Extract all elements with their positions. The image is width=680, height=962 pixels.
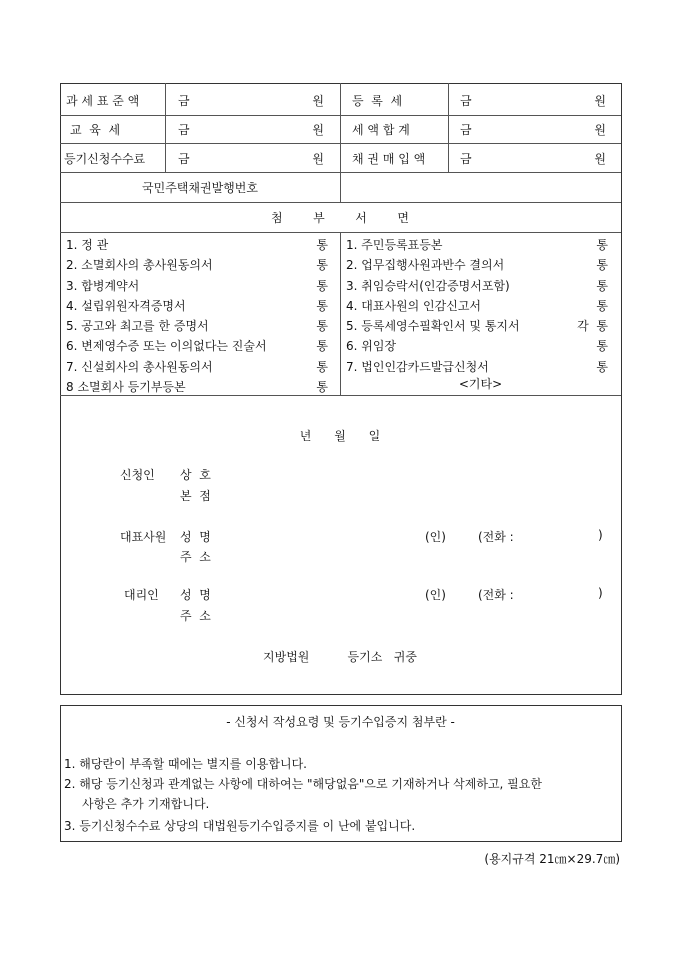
attachment-name: 7. 법인인감카드발급신청서 [346, 359, 489, 374]
divider [60, 202, 621, 203]
attachment-count[interactable]: 통 [316, 380, 328, 395]
bond-number-label: 국민주택채권발행번호 [142, 181, 258, 195]
phone-label: (전화 : [478, 588, 514, 602]
fee-field[interactable] [178, 150, 324, 167]
attachment-name: 8 소멸회사 등기부등본 [66, 380, 186, 395]
seal-mark: (인) [425, 530, 446, 544]
date-line[interactable]: 년 월 일 [299, 429, 381, 443]
attachment-count[interactable]: 통 [596, 359, 608, 374]
attachment-count[interactable]: 통 [596, 298, 608, 313]
fee-field[interactable] [460, 121, 606, 138]
fee-field[interactable] [178, 92, 324, 109]
fee-field[interactable] [460, 150, 606, 167]
note-item: 사항은 추가 기재합니다. [82, 797, 210, 811]
attachment-item [346, 255, 608, 275]
attachments-right-list [346, 235, 608, 377]
attachments-title: 첨 부 서 면 [271, 211, 409, 225]
attachment-name: 5. 등록세영수필확인서 및 통지서 [346, 319, 520, 334]
attachment-name: 5. 공고와 최고를 한 증명서 [66, 319, 209, 334]
attachment-count[interactable]: 통 [316, 238, 328, 252]
attachments-left-list [66, 235, 328, 397]
attachment-name: 7. 신설회사의 총사원동의서 [66, 359, 213, 374]
divider [340, 232, 341, 395]
amount-prefix: 금 [178, 152, 190, 166]
amount-suffix: 원 [312, 152, 324, 166]
attachment-count[interactable]: 각 통 [577, 319, 608, 334]
attachment-item [66, 296, 328, 316]
applicant-label: 신청인 [120, 468, 155, 482]
attachment-name: 2. 소멸회사의 총사원동의서 [66, 258, 213, 273]
attachment-item [66, 276, 328, 296]
amount-prefix: 금 [460, 94, 472, 108]
name-label: 성 명 [180, 530, 211, 544]
bond-number-field[interactable] [341, 173, 620, 202]
representative-label: 대표사원 [120, 530, 167, 544]
fee-field[interactable] [178, 121, 324, 138]
name-label: 성 명 [180, 588, 211, 602]
amount-prefix: 금 [460, 123, 472, 137]
fee-label: 등 록 세 [352, 94, 403, 108]
attachment-item [346, 235, 608, 255]
attachment-count[interactable]: 통 [596, 258, 608, 273]
attachment-item [66, 357, 328, 377]
amount-suffix: 원 [312, 123, 324, 137]
attachment-name: 3. 취임승락서(인감증명서포함) [346, 278, 510, 293]
court-addressee: 지방법원 등기소 귀중 [263, 650, 417, 664]
attachment-name: 6. 위임장 [346, 339, 397, 354]
note-item: 1. 해당란이 부족할 때에는 별지를 이용합니다. [64, 757, 307, 771]
attachment-count[interactable]: 통 [596, 278, 608, 293]
attachment-item [66, 255, 328, 275]
attachment-item [66, 235, 328, 255]
fee-label: 등기신청수수료 [64, 152, 146, 166]
fee-label: 과 세 표 준 액 [66, 94, 140, 108]
amount-suffix: 원 [594, 152, 606, 166]
seal-mark: (인) [425, 588, 446, 602]
attachment-item [66, 336, 328, 356]
note-item: 2. 해당 등기신청과 관계없는 사항에 대하여는 "해당없음"으로 기재하거나 삭제하고, 필요한 [64, 777, 542, 791]
agent-label: 대리인 [124, 588, 159, 602]
attachment-name: 4. 대표사원의 인감신고서 [346, 298, 481, 313]
fee-label: 채 권 매 입 액 [352, 152, 426, 166]
attachment-name: 6. 변제영수증 또는 이의없다는 진술서 [66, 339, 267, 354]
amount-prefix: 금 [178, 94, 190, 108]
attachment-name: 4. 설립위원자격증명서 [66, 298, 186, 313]
trade-name-label: 상 호 [180, 468, 211, 482]
attachment-count[interactable]: 통 [316, 359, 328, 374]
amount-suffix: 원 [594, 123, 606, 137]
amount-suffix: 원 [312, 94, 324, 108]
head-office-label: 본 점 [180, 489, 211, 503]
attachment-name: 1. 정 관 [66, 238, 109, 252]
phone-close: ) [598, 586, 603, 600]
attachments-other: <기타> [458, 377, 503, 391]
fee-field[interactable] [460, 92, 606, 109]
address-label: 주 소 [180, 550, 211, 564]
fee-label: 세 액 합 계 [352, 123, 410, 137]
attachment-count[interactable]: 통 [316, 298, 328, 313]
attachment-item [346, 296, 608, 316]
note-item: 3. 등기신청수수료 상당의 대법원등기수입증지를 이 난에 붙입니다. [64, 819, 416, 833]
address-label: 주 소 [180, 609, 211, 623]
divider [165, 83, 166, 172]
phone-close: ) [598, 528, 603, 542]
attachment-item [346, 276, 608, 296]
attachment-name: 1. 주민등록표등본 [346, 238, 443, 252]
attachment-name: 2. 업무집행사원과반수 결의서 [346, 258, 505, 273]
attachment-item [346, 316, 608, 336]
amount-suffix: 원 [594, 94, 606, 108]
attachment-count[interactable]: 통 [596, 339, 608, 354]
attachment-name: 3. 합병계약서 [66, 278, 140, 293]
amount-prefix: 금 [460, 152, 472, 166]
divider [448, 83, 449, 172]
phone-label: (전화 : [478, 530, 514, 544]
amount-prefix: 금 [178, 123, 190, 137]
attachment-count[interactable]: 통 [316, 258, 328, 273]
fee-label: 교 육 세 [70, 123, 121, 137]
attachment-count[interactable]: 통 [316, 278, 328, 293]
attachment-count[interactable]: 통 [316, 339, 328, 354]
attachment-item [346, 336, 608, 356]
notes-title: - 신청서 작성요령 및 등기수입증지 첨부란 - [226, 715, 455, 729]
attachment-item [66, 316, 328, 336]
attachment-count[interactable]: 통 [316, 319, 328, 334]
attachment-item [66, 377, 328, 397]
paper-size-note: (용지규격 21㎝×29.7㎝) [484, 852, 620, 866]
attachment-count[interactable]: 통 [596, 238, 608, 252]
